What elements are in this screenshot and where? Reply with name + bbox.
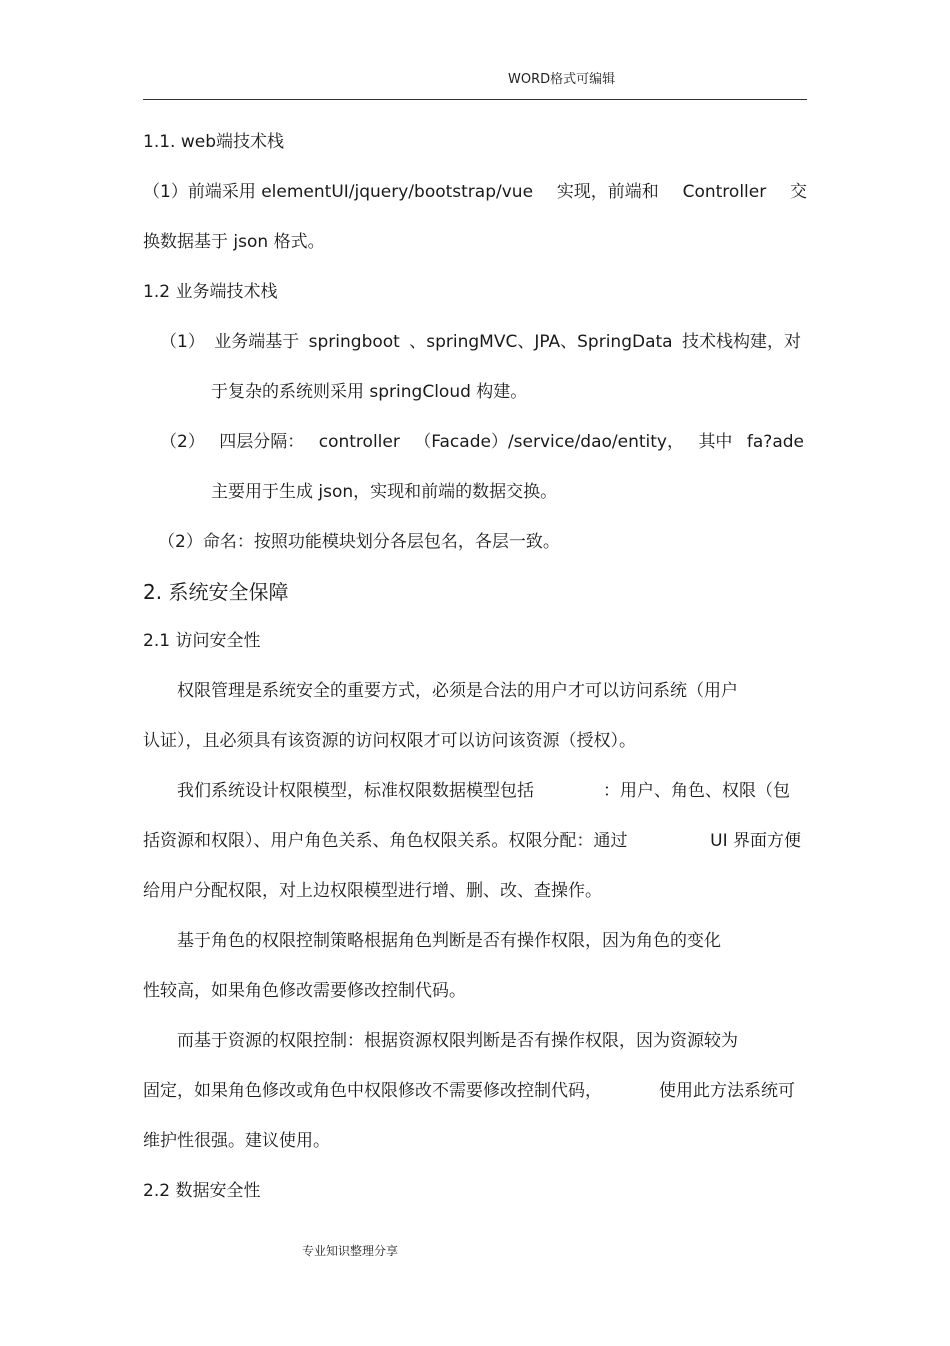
text-segment: springboot [308,332,400,352]
text-segment: 技术栈构建，对 [682,332,801,352]
section-1-2-heading: 1.2 业务端技术栈 [143,282,278,302]
text-segment: 固定，如果角色修改或角色中权限修改不需要修改控制代码， [143,1081,602,1101]
section-1-2-naming: （2）命名：按照功能模块划分各层包名，各层一致。 [158,532,560,552]
text-segment: 其中 [698,432,733,452]
section-1-2-item-2-line-2: 主要用于生成 json，实现和前端的数据交换。 [211,482,558,502]
page-header-title: WORD格式可编辑 [508,72,616,87]
text-segment: 括资源和权限）、用户角色关系、角色权限关系。权限分配：通过 [143,831,628,851]
text-segment: 我们系统设计权限模型，标准权限数据模型包括 [177,781,534,801]
text-segment: 四层分隔： [219,432,305,452]
text-segment: UI 界面方便 [710,831,801,851]
section-2-1-para-2-line-2 [143,830,801,852]
section-2-1-para-2-line-1 [177,780,790,802]
section-1-1-heading: 1.1. web端技术栈 [143,132,284,152]
section-2-1-para-4-line-1: 而基于资源的权限控制：根据资源权限判断是否有操作权限，因为资源较为 [177,1031,738,1051]
section-2-1-para-3-line-1: 基于角色的权限控制策略根据角色判断是否有操作权限，因为角色的变化 [177,931,721,951]
text-segment: 交 [790,182,807,202]
text-segment: 实现，前端和 [556,182,659,202]
section-1-2-item-2-line-1 [160,431,804,453]
header-divider [143,99,807,100]
section-2-1-para-1-line-1: 权限管理是系统安全的重要方式，必须是合法的用户才可以访问系统（用户 [177,681,738,701]
section-1-1-paragraph-line-1 [143,181,807,203]
text-segment: Controller [682,182,767,202]
section-2-1-para-4-line-2 [143,1080,795,1102]
section-2-1-heading: 2.1 访问安全性 [143,631,261,651]
section-2-1-para-3-line-2: 性较高，如果角色修改需要修改控制代码。 [143,981,466,1001]
text-segment: 业务端基于 [214,332,300,352]
section-2-1-para-4-line-3: 维护性很强。建议使用。 [143,1131,330,1151]
text-segment: controller [318,432,400,452]
text-segment: （Facade）/service/dao/entity， [414,432,684,452]
section-1-1-paragraph-line-2: 换数据基于 json 格式。 [143,232,325,252]
section-2-heading: 2. 系统安全保障 [143,580,289,604]
page-footer-text: 专业知识整理分享 [302,1244,399,1258]
text-segment: 、springMVC、JPA、SpringData [409,332,673,352]
section-2-1-para-2-line-3: 给用户分配权限，对上边权限模型进行增、删、改、查操作。 [143,881,602,901]
text-segment: （1）前端采用 elementUI/jquery/bootstrap/vue [143,182,534,202]
text-segment: fa?ade [746,432,804,452]
text-segment: ：用户、角色、权限（包 [603,781,790,801]
section-2-2-heading: 2.2 数据安全性 [143,1181,261,1201]
section-1-2-item-1-line-1 [160,331,801,353]
list-marker: （2） [160,432,205,452]
list-marker: （1） [160,332,205,352]
section-2-1-para-1-line-2: 认证），且必须具有该资源的访问权限才可以访问该资源（授权）。 [143,731,636,751]
section-1-2-item-1-line-2: 于复杂的系统则采用 springCloud 构建。 [211,382,528,402]
text-segment: 使用此方法系统可 [659,1081,795,1101]
